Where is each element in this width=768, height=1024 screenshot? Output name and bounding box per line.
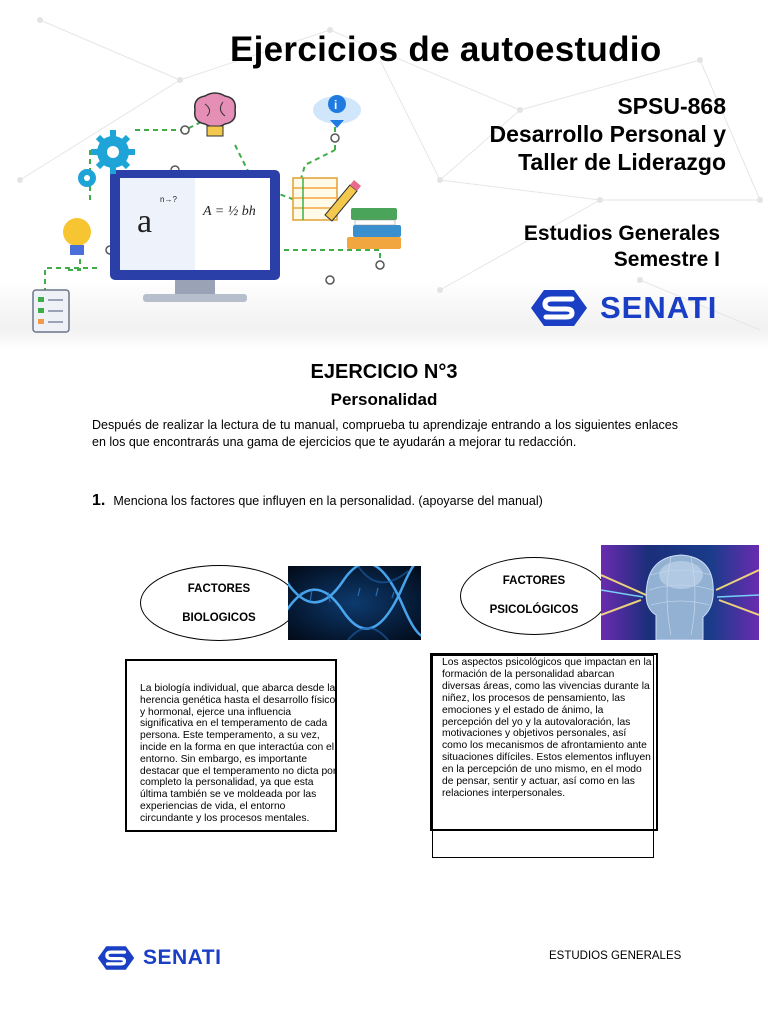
program-line1: Estudios Generales (523, 222, 720, 245)
intro-paragraph: Después de realizar la lectura de tu manual, comprueba tu aprendizaje entrando a los siguientes enlaces en los que encontrarás una gama de ejercicios que te ayudarán a mejorar tu redacción. (92, 418, 678, 449)
dna-image (288, 566, 421, 640)
program-info (524, 221, 720, 273)
footer-text: ESTUDIOS GENERALES (549, 950, 682, 962)
senati-logo-icon (97, 945, 135, 971)
psychological-label-line1: FACTORES (502, 575, 566, 587)
biological-factors-ellipse (140, 565, 298, 641)
psychological-text: Los aspectos psicológicos que impactan en la formación de la personalidad abarcan diversas áreas, como las vivencias durante la niñez, los procesos de pensamiento, las emociones y el estado de ánimo, la percepción del yo y la autovaloración, las motivaciones y objetivos personales, así como los mecanismos de afrontamiento ante situaciones difíciles. Estos elementos influyen en la percepción de uno mismo, en el modo de pensar, sentir y actuar, así como en las relaciones interpersonales. (442, 657, 652, 799)
exercise-subtitle: Personalidad (330, 390, 438, 409)
checklist-icon (33, 290, 69, 332)
exercise-title: EJERCICIO N°3 (310, 361, 458, 383)
senati-logo-bottom (97, 945, 221, 971)
head-image (601, 545, 759, 640)
course-info (490, 92, 727, 176)
formula-superscript: n→? (160, 195, 177, 204)
question-number: 1. (92, 492, 106, 509)
main-title: Ejercicios de autoestudio (230, 30, 662, 69)
senati-logo-icon (530, 288, 588, 328)
lightbulb-icon (63, 218, 91, 255)
psychological-label-line2: PSICOLÓGICOS (489, 604, 579, 616)
biological-text: La biología individual, que abarca desde la herencia genética hasta el desarrollo físico y hormonal, ejerce una influencia significativa en el temperamento de cada persona. Este temperamento, a su vez, incide en la forma en que interactúa con el entorno. Sin embargo, es importante destacar que el temperamento no dicta por completo la personalidad, ya que esta última también se ve moldeada por las experiencias de vida, el entorno circundante y los procesos mentales. (140, 683, 337, 824)
course-code: SPSU-868 (617, 93, 726, 119)
senati-logo-top (530, 288, 717, 328)
notebook-pencil-icon (293, 178, 361, 221)
course-name-line2: Taller de Liderazgo (518, 149, 726, 175)
svg-text:i: i (334, 98, 338, 112)
biological-label-line1: FACTORES (187, 583, 251, 595)
footer-brand-name: SENATI (143, 946, 222, 969)
header-banner (0, 0, 768, 350)
question-1 (92, 492, 543, 510)
biological-label-line2: BIOLOGICOS (182, 612, 256, 624)
info-cloud-icon (313, 95, 361, 128)
psychological-factors-ellipse (460, 557, 608, 635)
question-text: Menciona los factores que influyen en la personalidad. (apoyarse del manual) (113, 494, 543, 508)
formula-area: A = ½ bh (203, 204, 256, 219)
books-icon (347, 208, 401, 249)
course-name-line1: Desarrollo Personal y (489, 121, 726, 147)
brain-icon (195, 93, 236, 136)
brand-name: SENATI (600, 290, 718, 325)
program-line2: Semestre I (613, 248, 720, 271)
formula-a: a (137, 203, 153, 240)
education-illustration (25, 90, 425, 340)
